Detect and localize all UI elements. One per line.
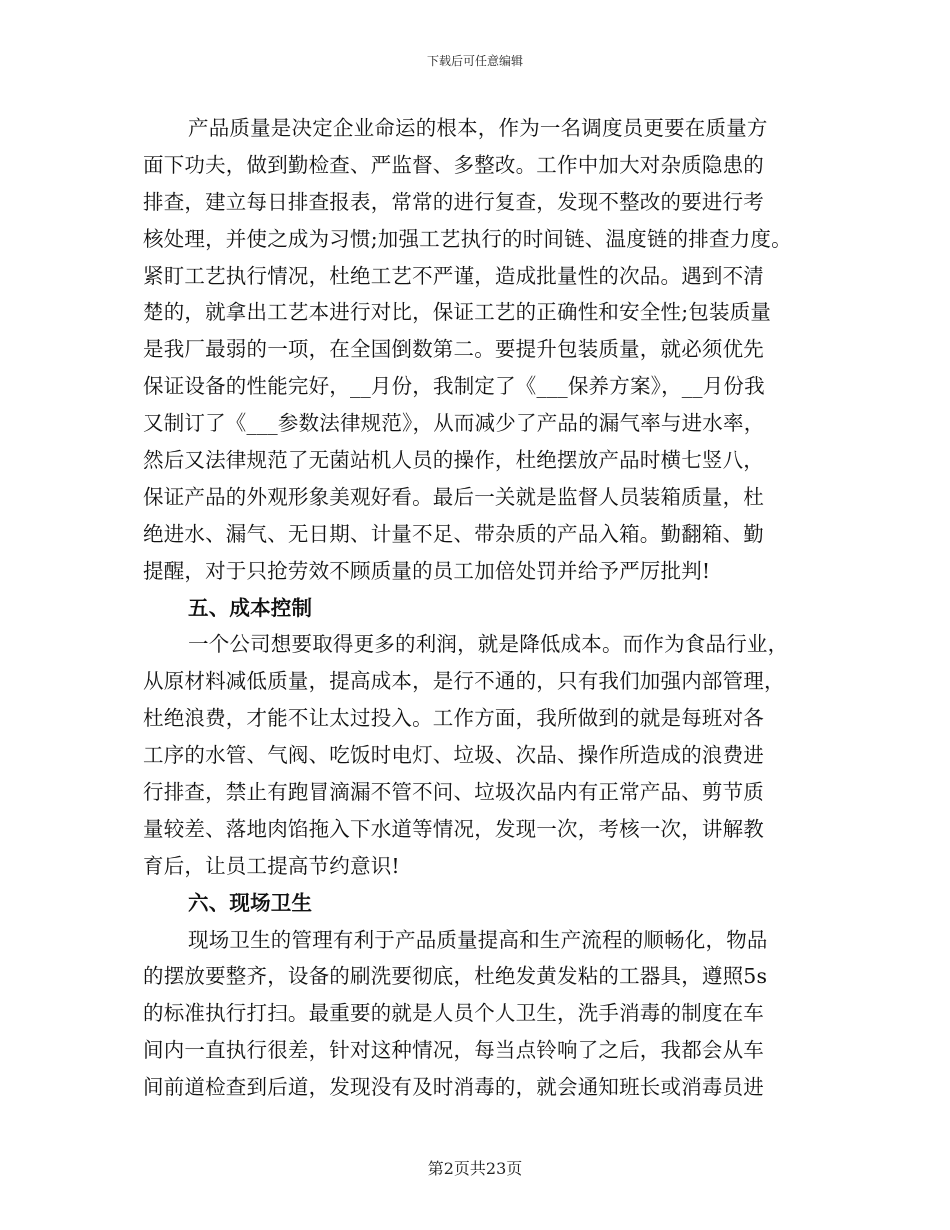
- text-line: 核处理，并使之成为习惯;加强工艺执行的时间链、温度链的排查力度。: [143, 226, 792, 251]
- text-line: 间前道检查到后道，发现没有及时消毒的，就会通知班长或消毒员进: [143, 1075, 764, 1100]
- text-line: 间内一直执行很差，针对这种情况，每当点铃响了之后，我都会从车: [143, 1038, 764, 1063]
- document-body: [143, 110, 808, 1106]
- page-footer: 第2页共23页: [427, 1159, 523, 1178]
- text-line: 产品质量是决定企业命运的根本，作为一名调度员更要在质量方: [188, 116, 768, 140]
- section-heading: 五、成本控制: [188, 595, 313, 620]
- text-line: 杜绝浪费，才能不让太过投入。工作方面，我所做到的就是每班对各: [143, 706, 764, 731]
- text-line: 提醒，对于只抢劳效不顾质量的员工加倍处罚并给予严厉批判!: [143, 558, 711, 583]
- text-line: 楚的，就拿出工艺本进行对比，保证工艺的正确性和安全性;包装质量: [143, 300, 772, 325]
- text-line: 绝进水、漏气、无日期、计量不足、带杂质的产品入箱。勤翻箱、勤: [143, 521, 764, 546]
- section-heading: 六、现场卫生: [188, 890, 313, 915]
- text-line: 保证设备的性能完好，__月份，我制定了《___保养方案》，__月份我: [143, 374, 765, 399]
- text-line: 现场卫生的管理有利于产品质量提高和生产流程的顺畅化，物品: [188, 927, 768, 952]
- text-line: 育后，让员工提高节约意识!: [143, 853, 400, 878]
- text-line: 的标准执行打扫。最重要的就是人员个人卫生，洗手消毒的制度在车: [143, 1001, 764, 1026]
- text-line: 的摆放要整齐，设备的刷洗要彻底，杜绝发黄发粘的工器具，遵照5s: [143, 964, 768, 989]
- text-line: 面下功夫，做到勤检查、严监督、多整改。工作中加大对杂质隐患的: [143, 152, 764, 177]
- text-line: 排查，建立每日排查报表，常常的进行复查，发现不整改的要进行考: [143, 189, 764, 214]
- page-header: 下载后可任意编辑: [426, 54, 523, 68]
- text-line: 然后又法律规范了无菌站机人员的操作，杜绝摆放产品时横七竖八，: [143, 448, 764, 473]
- text-line: 一个公司想要取得更多的利润，就是降低成本。而作为食品行业，: [188, 632, 789, 657]
- text-line: 行排查，禁止有跑冒滴漏不管不问、垃圾次品内有正常产品、剪节质: [143, 780, 764, 805]
- text-line: 紧盯工艺执行情况，杜绝工艺不严谨，造成批量性的次品。遇到不清: [143, 263, 764, 288]
- text-line: 又制订了《___参数法律规范》，从而减少了产品的漏气率与进水率，: [143, 411, 765, 436]
- text-line: 是我厂最弱的一项，在全国倒数第二。要提升包装质量，就必须优先: [143, 337, 764, 362]
- text-line: 量较差、落地肉馅拖入下水道等情况，发现一次，考核一次，讲解教: [143, 816, 764, 841]
- text-line: 保证产品的外观形象美观好看。最后一关就是监督人员装箱质量，杜: [143, 484, 764, 509]
- text-line: 工序的水管、气阀、吃饭时电灯、垃圾、次品、操作所造成的浪费进: [143, 743, 764, 768]
- text-line: 从原材料减低质量，提高成本，是行不通的，只有我们加强内部管理，: [143, 669, 785, 694]
